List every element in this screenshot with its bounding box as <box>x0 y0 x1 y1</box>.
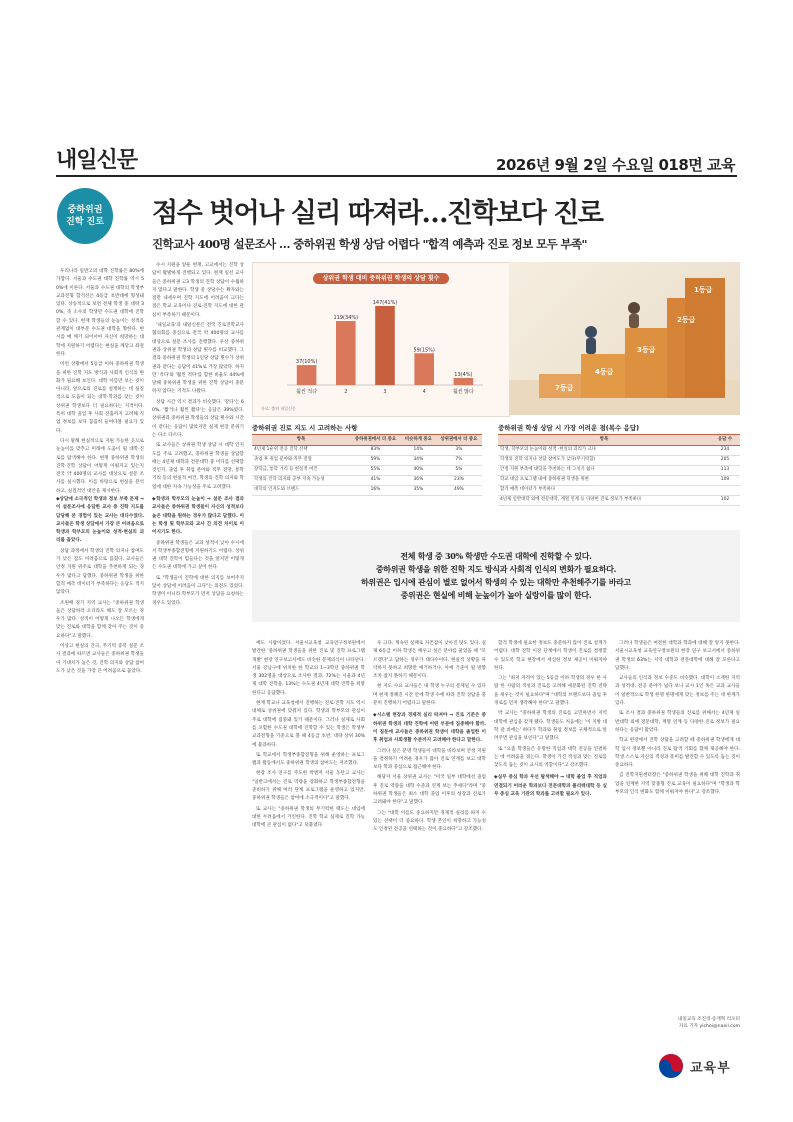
table-header-cell: 응답 수 <box>710 435 740 446</box>
chart-category-label: 2 <box>344 389 348 395</box>
article-paragraph: '내일교육'과 내일신문은 전국 진로진학교사협의회를 중심으로 전국 약 400명의 교사를 대상으로 설문 조사를 진행했다. 우선 중하위권과 상위권 학생의 상담 횟수를 비교했다. 그 결과 중하위권 학생의 1인당 상담 횟수가 상위권과 같다는 응답이 41%로 가장 많았다. 하지만 '적다'와 '훨씬 적다'를 합한 비율도 44%에 달해 중하위권 학생을 위한 진학 상담이 충분하지 않다는 지적도 나왔다. <box>152 323 244 395</box>
chart-category-label: 4 <box>422 389 426 395</box>
table-cell: 23% <box>436 475 482 485</box>
article-column-4 <box>373 640 486 1052</box>
table-left-title: 중하위권 진로 지도 시 고려하는 사항 <box>252 424 358 432</box>
table-header-cell: 상위권에서 더 중요 <box>436 435 482 446</box>
section-badge-line2: 진학 진로 <box>66 217 104 227</box>
section-badge-line1: 중하위권 <box>67 204 103 215</box>
article-paragraph: ◆상담에 소극적인 학생과 정보 부족 문제 → 이 설문조사에 응답한 교사 중 진학 지도를 담당해 본 경험이 있는 교사는 대다수였다. 교사들은 학생 상담에서 가장 큰 어려움으로 학생과 학부모의 눈높이와 성적·현실의 괴리를 꼽았다. <box>56 497 144 544</box>
article-paragraph: 해당지 서울 상위권 교사는 "미국 일부 대학에선 졸업 후 진로 역량을 대학 수준과 연계 보는 추세다"라며 "중하위권 학생들은 최소 대학 졸업 이후의 성장과 진로가 고려돼야 한다"고 말했다. <box>373 775 486 806</box>
article-column-2-lower <box>152 630 244 1052</box>
masthead-brand: 내일신문 <box>56 147 138 173</box>
chart-bar <box>454 378 474 385</box>
article-paragraph: 또 학교에서 학생부종합전형을 위해 운영하는 프로그램과 활동에서도 중하위권 학생의 참여도는 저조했다. <box>252 752 365 767</box>
table-right-title: 중하위권 학생 상담 시 가장 어려운 점(복수 응답) <box>498 424 640 432</box>
table-cell: 234 <box>710 445 740 455</box>
chart-box <box>252 262 510 417</box>
table-cell: 40% <box>401 465 436 475</box>
student-figure-head <box>585 326 597 338</box>
table-right <box>498 434 740 506</box>
article-paragraph: 상담 시간 역시 결과가 비슷했다. '같다'는 60%, '짧거나 훨씬 짧다'는 응답은 39%였다. 상위권과 중하위권 학생들의 상담 횟수와 시간이 같다는 응답이 많았지만 실제 현장 분위기는 다소 다르다. <box>152 399 244 438</box>
pull-quote-line: 하위권은 입시에 관심이 별로 없어서 학생의 수 있는 대학만 추천해주기를 바라고 <box>361 577 631 587</box>
article-paragraph: 또 "학생들이 진학에 대한 의지를 보여주지 않아 상담에 어려움이 크다"는 의견도 있었다. 학생이 아니라 학부모가 먼저 상담을 요청하는 경우도 있었다. <box>152 575 244 606</box>
article-paragraph: 김 진학지원센터장은 "중하위권 학생을 위해 대학 진학과 취업을 연계한 지역 맞춤형 진로 교육이 필요하다"며 "학생과 학부모의 인식 변화도 함께 이뤄져야 한다"고 강조했다. <box>615 773 740 796</box>
stair-label: 7등급 <box>555 384 574 392</box>
table-cell: 34% <box>401 455 436 465</box>
stair-label: 1등급 <box>694 286 713 294</box>
table-cell: 학교 대입 프로그램 내에 중하위권 학생을 위한 <box>498 475 710 485</box>
chart-data-label: 59(15%) <box>413 347 435 354</box>
table-row <box>252 455 482 465</box>
student-figure-head <box>628 302 640 314</box>
table-header-cell: 중하위권에서 더 중요 <box>350 435 401 446</box>
article-paragraph: 상담 과정에서 학생의 진학 의지나 참여도가 낮은 점도 어려움으로 꼽혔다. 교사들은 안정 지원 위주로 대학을 추천하게 되는 경우가 많다고 답했다. 중하위권 학생을 위한 합격 예측 데이터가 부족하다는 응답도 적지 않았다. <box>56 548 144 596</box>
bar-chart <box>273 289 483 399</box>
subhead: 진학교사 400명 설문조사 … 중하위권 학생 상담 어렵다 "합격 예측과 진로 정보 모두 부족" <box>152 237 587 251</box>
table-row <box>498 495 740 505</box>
article-paragraph: 박 교사는 "중하위권 학생의 진로를 고민하면서 지역 대학에 관심을 갖게 됐다. 학생들도 처음에는 '이 지방 대학 갈 바에는' 하다가 학과와 취업 정보를 구체적으로 알려주면 관심을 보인다"고 말했다. <box>494 711 607 742</box>
article-paragraph: ◆시스템 현장과 경제적 실리 따져야 → 진로 기준은 중하위권 학생의 대학 진학에 어떤 부분에 집중해야 할까. 이 질문에 교사들은 중하위권 학생이 대학을 졸업한 이후 취업과 사회생활 수준까지 고려해야 한다고 말한다. <box>373 713 486 744</box>
table-cell: 학생의 진학 의지와 공부 지속 가능성 <box>252 475 350 485</box>
article-paragraph: 이런 상황에서 5등급 이하 중하위권 학생을 위한 진학 지도 방식과 사회적 인식의 변화가 필요해 보인다. 대학 이름만 보는 것이 아니라, 앞으로의 진로를 설계하는 데 실질적으로 도움이 되는 대학·학과를 찾는 것이 상위권 학생보다 더 필요하다는 지적이다. 특히 대학 졸업 후 사회 진출까지 고려해 직업 정보를 보다 꼼꼼히 들여다볼 필요가 있다. <box>56 362 144 434</box>
stair-label: 3등급 <box>637 346 656 354</box>
ministry-logo-text: 교육부 <box>690 1060 731 1076</box>
chart-bar <box>414 353 434 385</box>
table-cell: 졸업 후 취업 분야와 직무 전망 <box>252 455 350 465</box>
taegeuk-icon <box>658 1053 684 1079</box>
article-paragraph: 또 교사들은 상위권 학생 상담 시 대학 인지도를 주로 고려했고, 중하위권 학생을 상담할 때는 4년제 대학과 전문대학 중 어디를 선택할 것인지, 졸업 후 취업 분야와 직무 전망, 통학 거리 등의 현실적 여건, 학생의 진학 의지와 학업에 대한 지속 가능성을 주로 고려했다. <box>152 443 244 490</box>
article-paragraph: 또 "요즘 학생들은 유망한 직업과 대학 전공을 연결하는 데 어려움을 겪는다. 학생이 가진 적성과 맞는 진로를 찾도록 돕는 것이 교사의 역할이다"고 강조했다. <box>494 746 607 769</box>
article-paragraph: 교사들의 인식과 정보 수준도 비슷했다. 대학이 소재한 지역과 성적대, 전공 분야가 넓다 보니 교사 1인 혹은 교과 교사들이 일반적으로 학생 한명 한명에게 맞는 정보를 주는 데 한계가 있다. <box>615 676 740 707</box>
chart-title: 상위권 학생 대비 중하위권 학생의 상담 횟수 <box>253 273 509 282</box>
article-column-2-visible <box>152 262 244 622</box>
byline-credit: 내일교육 조진경·송재혁 리포터 자료 기자 yichoi@naeil.com <box>677 1017 740 1029</box>
table-cell: 7% <box>436 455 482 465</box>
stair-label: 4등급 <box>595 368 614 376</box>
student-figure-body <box>629 314 639 328</box>
table-row <box>252 475 482 485</box>
table-header-cell: 항목 <box>498 435 710 446</box>
stairs-illustration-graphic <box>509 262 740 415</box>
table-row <box>252 445 482 455</box>
table-left <box>252 434 482 496</box>
table-row <box>252 465 482 475</box>
article-column-1 <box>56 268 144 494</box>
table-cell: 장학금, 통학 거리 등 현실적 여건 <box>252 465 350 475</box>
stair-step <box>625 328 671 398</box>
student-figure-body <box>586 338 596 354</box>
table-cell: 41% <box>350 475 401 485</box>
article-column-5 <box>494 640 607 1052</box>
chart-bar <box>336 321 356 385</box>
table-row <box>498 465 740 475</box>
ministry-logo <box>658 1053 731 1079</box>
article-paragraph: 현장 조사 연구를 주도한 박엔미 서울 동탄고 교사는 "일반고에서는 진로 역량을 강화하고 학생부종합전형을 준비하기 위해 여러 단계 프로그램을 운영하고 있지만, 중하위권 학생들은 참여에 소극적이다"고 말했다. <box>252 771 365 802</box>
article-paragraph: ◆학생과 학부모의 눈높이 → 설문 조사 결과 교사들은 중하위권 학생들이 자신의 성적보다 높은 대학을 원하는 경우가 많다고 답했다. 이는 학생 및 학부모와 교사 간 의견 차이로 이어지기도 한다. <box>152 497 244 536</box>
table-row <box>498 445 740 455</box>
article-paragraph: 또 교사는 "중하위권 학생의 무기력한 태도는 대입에 대한 두려움에서 기인한다. 진학 학교 실제로 진학 가능 대학에 큰 관심이 없다"고 덧붙였다. <box>252 806 365 829</box>
table-cell: 102 <box>710 495 740 505</box>
table-cell: 학생의 진학 의지나 상담 참여도가 낮다(무기력함) <box>498 455 710 465</box>
chart-data-label: 147(41%) <box>372 299 398 306</box>
article-paragraph: 중하위권 학생들은 교과 성적이 낮아 수시에서 학생부종합전형에 지원하기도 어렵다. 상위권 대학 진학이 힘들다는 것을 알지만 어떻게든 수도권 대학에 가고 싶어 한다. <box>152 540 244 571</box>
pull-quote-box <box>252 530 740 622</box>
table-row <box>498 485 740 495</box>
chart-category-label: 훨씬 적다 <box>296 389 318 395</box>
table-cell: 안정 지원 부족에 대학을 추천하는 데 그치기 쉽다 <box>498 465 710 475</box>
article-paragraph: 그러나 학생들은 여전한 대학과 학과에 대해 잘 알지 못한다. 서울시교육청 교육연구정보원의 현장 연구 보고서에서 중하위권 학생의 63%는 지역 대학과 전문대학에 대해 잘 모른다고 답했다. <box>615 641 740 671</box>
chart-data-label: 13(4%) <box>454 372 473 379</box>
masthead-rule <box>56 175 737 177</box>
section-badge <box>57 188 113 244</box>
table-cell: 4년제 일반대학 외에 전문대학, 계열 연계 등 다양한 진로 정보가 부족하다 <box>498 495 710 505</box>
article-column-1-lower <box>56 492 144 1052</box>
article-paragraph: 그는 "대학 이름도 중요하지만 경제적 실리를 따져 수 있는 선택이 더 중요하다. 학생 본인이 희망하고 가능성도 인정된 전공을 선택하는 것이 중요하다"고 강조했다. <box>373 810 486 833</box>
chart-note: 자료: 출처 내일신문 <box>261 406 296 411</box>
table-row <box>498 475 740 485</box>
table-cell: 3% <box>436 445 482 455</box>
article-paragraph: 우리나라 일반고의 대학 진학률은 80%에 가깝다. 서울과 수도권 대학 진학률 역시 50%에 이른다. 서울과 수도권 대학의 학생부교과전형 합격선은 4등급 초반대에 형성돼 있다. 상승적으로 보면 전체 학생 중 대략 30%, 즉 소수의 학생만 수도권 대학에 진학할 수 있다. 현재 학생들의 눈높이는 성적과 관계없이 대부분 수도권 대학을 향한다. 현시를 매 깨기 되어서야 자신이 희망하는 대학에 지원하기 어렵다는 현실을 깨닫고 좌절한다. <box>56 269 144 357</box>
chart-category-label: 3 <box>383 389 387 395</box>
table-cell: 83% <box>350 445 401 455</box>
dateline: 2026년 9월 2일 수요일 018면 교육 <box>496 156 735 174</box>
chart-bar <box>297 365 317 385</box>
article-paragraph: 현 지도 수요 교사들은 내 학생 누구의 문제일 수 있다며 현재 정해진 시간 안에 학생 수에 따라 진학 상담을 충분히 진행하기 어렵다고 말한다. <box>373 684 486 707</box>
article-paragraph: 다시 말해 현실적으로 지원 가능한 곳으로 눈높이를 맞추고 미래에 도움이 될 대학·진로를 탐색해야 한다. 현재 중하위권 학생의 진학·진학 상담이 어떻게 이뤄지고 있는지 전국 약 400명의 교사를 대상으로 설문 조사를 실시했다. 이를 바탕으로 현실을 분석하고, 실질적인 대안을 제시한다. <box>56 438 144 494</box>
stair-step <box>581 354 631 398</box>
table-header-cell: 비슷하게 중요 <box>401 435 436 446</box>
table-cell: 36% <box>401 475 436 485</box>
article-paragraph: 그러나 실은 분명 학생들이 대학을 바라보며 안정 지원을 결정하기 어려운 경우가 많아 진로 연계를 보고 대학보다 학과 중심으로 접근해야 한다. <box>373 748 486 771</box>
article-paragraph: 수시 지원을 앞둔 현재, 고교에서는 진학 상담이 활발하게 진행되고 있다. 현재 일선 교사들은 중하위권 고3 학생의 진학 상담이 수월하지 않다고 말한다. 학생 중 상당수는 확자와는 점만 내세우며 진학 지도에 어려움이 크다는 점은 학교 교육이나 진로·진학 지도에 대한 관심이 부족하기 때문이다. <box>152 263 244 318</box>
table-row <box>498 455 740 465</box>
table-cell: 113 <box>710 465 740 475</box>
table-header-cell: 항목 <box>252 435 350 446</box>
table-cell: 4년제 1순위 전공 진학 선택 <box>252 445 350 455</box>
table-header-row <box>252 435 482 446</box>
table-cell: 49% <box>436 485 482 495</box>
article-paragraph: 조원배 경기 지역 교사는 "중하위권 학생들은 상담하러 오더라도 해도 잘 모르는 경우가 많다. 성적이 어떻게 나오든 학생에게 맞는 진로와 대학을 함께 찾아 주는 것이 중요하다"고 말했다. <box>56 600 144 639</box>
stair-label: 2등급 <box>677 316 696 324</box>
chart-bar <box>375 306 395 385</box>
table-cell: 109 <box>710 475 740 485</box>
chart-category-label: 훨씬 많다 <box>452 389 474 395</box>
article-paragraph: 또 조사 결과 중하위권 학생들의 진로를 위해서는 4년제 일반대학 외에 전문대학, 계열 연계 등 다양한 진로 정보가 필요하다는 응답이 많았다. <box>615 711 740 733</box>
table-cell: 학생, 학부모의 눈높이와 성적 ·현실의 괴리가 크다 <box>498 445 710 455</box>
table-cell: 55% <box>350 465 401 475</box>
article-paragraph: 학교 현장에서 진학 상담을 고려할 때 중하위권 학생에게 대학 입시 정보뿐 아니라 진로 탐색 기회를 함께 제공해야 한다. 학생 스스로 자신의 적성과 흥미를 발견할 수 있도록 돕는 것이 중요하다. <box>615 738 740 769</box>
pull-quote-line: 전체 학생 중 30% 학생만 수도권 대학에 진학할 수 있다. <box>400 551 592 561</box>
chart-data-label: 119(34%) <box>333 315 359 322</box>
pull-quote-line: 중하위권 학생을 위한 진학 지도 방식과 사회적 인식의 변화가 필요하다. <box>375 564 617 574</box>
table-row <box>252 485 482 495</box>
table-cell: 16% <box>350 485 401 495</box>
table-cell: 5% <box>436 465 482 475</box>
table-cell <box>710 485 740 495</box>
headline: 점수 벗어나 실리 따져라…진학보다 진로 <box>152 198 603 229</box>
article-column-6 <box>615 640 740 1010</box>
article-paragraph: 그는 "최저 자격이 있는 5등급 이하 학생의 경우 한 사람 한 사람의 적성과 진로를 고려해 세분화된 진학 전략을 세우는 것이 필요하다"며 "대학의 브랜드보다 졸업 후 경로를 먼저 생각해야 한다"고 말했다. <box>494 676 607 707</box>
article-paragraph: 현재 학교나 교육청에서 진행하는 진로·진학 지도 역시 대체로 상위권에 맞춰져 있다. 학생과 학부모의 관심이 주로 대학에 집중돼 있기 때문이다. 그러나 실제로 사회를 포함한 수도권 대학에 진학할 수 있는 학생은 학생부교과전형을 기준으로 볼 때 4등급 초반, 대략 상위 30%에 불과하다. <box>252 701 365 748</box>
article-column-3 <box>252 640 365 1052</box>
article-paragraph: ◆실무 중심 학과 우선 탐색해야 → 대학 졸업 후 직업과 연결되기 어려운 학과보다 전문대학과 폴리텍대학 등 실무 중심 교육 기관의 학과를 고려할 필요가 있다. <box>494 775 607 798</box>
table-cell: 35% <box>401 485 436 495</box>
article-paragraph: 이상고 현실의 간극, 무기력 증폭 설문 조사 결과에 따르면 교사들은 중하위권 학생들이 기대치가 높은 것, 진학 의지와 상담 참여도가 낮은 것을 가장 큰 어려움으로 꼽았다. <box>56 644 144 674</box>
table-cell: 205 <box>710 455 740 465</box>
table-cell: 합격 예측 데이터가 부족하다 <box>498 485 710 495</box>
article-paragraph: 우 크다. 계속된 실패로 자존감이 낮아진 탓도 있다. 실제 6등급 이하 학생은 배우고 싶은 분야를 물었을 때 "모르겠다"고 답하는 경우가 대다수이다. 현실적 상황을 파악하지 못하고 희망만 얘기하거나, 아예 기준이 될 방향조차 잡지 못하기 때문이다. <box>373 641 486 680</box>
article-paragraph: 에도 사람이었다. 서울시교육청 교육연구정보원에서 발간한 '중하위권 학생들을 위한 진로 및 진학 프로그램 개발' 현장 연구보고서에도 비슷한 문제의식이 나타난다. 서울 강남구에 위치한 한 학교의 1~3학년 중하위권 학생 302명을 대상으로 조사한 결과, 72%는 서울과 4년제 대학 진학을, 13%는 수도권 4년제 대학 진학을 희망한다고 응답했다. <box>252 641 365 696</box>
chart-data-label: 37(10%) <box>295 359 318 366</box>
table-cell: 14% <box>401 445 436 455</box>
stair-step <box>685 278 725 398</box>
table-cell: 대학의 인지도와 브랜드 <box>252 485 350 495</box>
table-cell: 59% <box>350 455 401 465</box>
article-paragraph: 합격 학생에 필요한 정보도 충분하지 않아 진로 설계가 어렵다. 대학 진학 이전 단계에서 학생이 진로를 결정할 수 있도록 학교 현장에서 세심한 정보 제공이 이뤄져야 한다. <box>494 641 607 671</box>
stairs-illustration <box>509 262 740 415</box>
table-header-row <box>498 435 740 446</box>
pull-quote-line: 중위권은 현실에 비해 눈높이가 높아 실랑이를 많이 한다. <box>400 590 592 600</box>
